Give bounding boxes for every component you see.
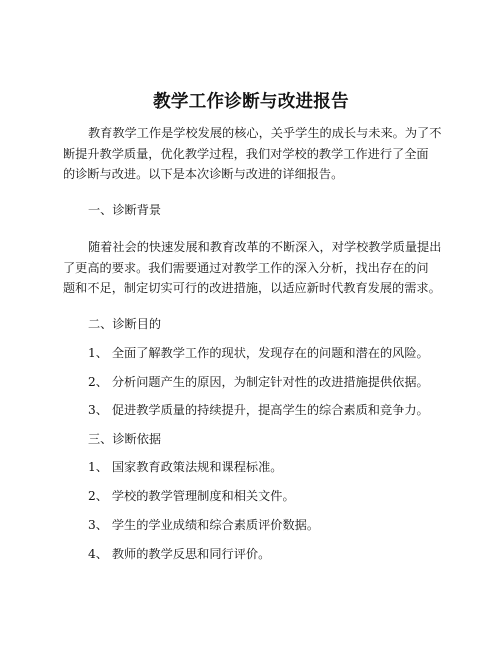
basis-item-4: 4、 教师的教学反思和同行评价。: [88, 547, 271, 561]
section-heading-basis: 三、诊断依据: [88, 432, 162, 446]
background-line-2: 了更高的要求。我们需要通过对教学工作的深入分析，找出存在的问: [63, 261, 429, 275]
basis-item-2: 2、 学校的教学管理制度和相关文件。: [88, 489, 295, 503]
document-title: 教学工作诊断与改进报告: [153, 92, 349, 112]
section-heading-purpose: 二、诊断目的: [88, 317, 162, 331]
intro-line-3: 的诊断与改进。以下是本次诊断与改进的详细报告。: [63, 167, 344, 181]
purpose-item-2: 2、 分析问题产生的原因，为制定针对性的改进措施提供依据。: [88, 375, 429, 389]
purpose-item-1: 1、 全面了解教学工作的现状，发现存在的问题和潜在的风险。: [88, 346, 429, 360]
background-line-3: 题和不足，制定切实可行的改进措施，以适应新时代教育发展的需求。: [63, 281, 441, 295]
section-heading-background: 一、诊断背景: [88, 203, 162, 217]
background-line-1: 随着社会的快速发展和教育改革的不断深入，对学校教学质量提出: [88, 240, 442, 254]
intro-line-2: 断提升教学质量，优化教学过程，我们对学校的教学工作进行了全面: [63, 147, 429, 161]
purpose-item-3: 3、 促进教学质量的持续提升，提高学生的综合素质和竞争力。: [88, 403, 429, 417]
basis-item-1: 1、 国家教育政策法规和课程标准。: [88, 460, 283, 474]
intro-line-1: 教育教学工作是学校发展的核心，关乎学生的成长与未来。为了不: [88, 126, 442, 140]
basis-item-3: 3、 学生的学业成绩和综合素质评价数据。: [88, 518, 320, 532]
